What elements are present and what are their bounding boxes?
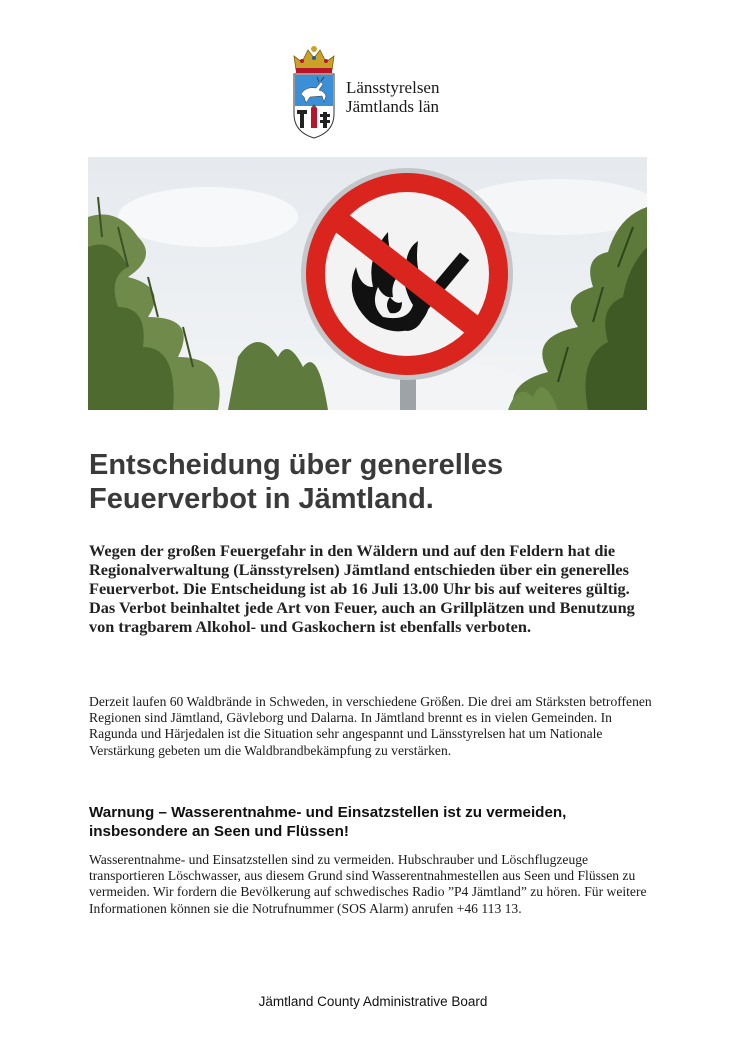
lead-paragraph: Wegen der großen Feuergefahr in den Wäldern und auf den Feldern hat die Regionalverwaltung (Länsstyrelsen) Jämtland entschieden über ein generelles Feuerverbot. Die Entscheidung ist ab 16 Juli 13.00 Uhr bis auf weiteres gültig. Das Verbot beinhaltet jede Art von Feuer, auch an Grillplätzen und Benutzung von tragbarem Alkohol- und Gaskochern ist ebenfalls verboten.	[89, 541, 635, 636]
page-title	[89, 448, 689, 516]
body-paragraph-wildfires: Derzeit laufen 60 Waldbrände in Schweden, in verschiedene Größen. Die drei am Stärksten betroffenen Regionen sind Jämtland, Gävleborg und Dalarna. In Jämtland brennt es in vielen Gemeinden. In Ragunda und Härjedalen ist die Situation sehr angespannt und Länsstyrelsen hat um Nationale Verstärkung gebeten um die Waldbrandbekämpfung zu verstärken.	[89, 694, 652, 758]
footer-text: Jämtland County Administrative Board	[258, 994, 488, 1009]
warning-heading: Warnung – Wasserentnahme- und Einsatzstellen ist zu vermeiden, insbesondere an Seen und Flüssen!	[89, 804, 567, 840]
no-fire-prohibition-sign-icon	[301, 168, 513, 380]
organization-name-line2: Jämtlands län	[346, 97, 440, 116]
coat-of-arms-icon	[288, 44, 340, 140]
body-paragraph-water-points: Wasserentnahme- und Einsatzstellen sind zu vermeiden. Hubschrauber und Löschflugzeuge transportieren Löschwasser, aus diesem Grund sind Wasserentnahmestellen aus Seen und Flüssen zu vermeiden. Wir fordern die Bevölkerung auf schwedisches Radio ”P4 Jämtland” zu hören. Für weitere Informationen können sie die Notrufnummer (SOS Alarm) anrufen +46 113 13.	[89, 852, 647, 916]
hero-image-graphic	[88, 157, 647, 410]
organization-name-line1: Länsstyrelsen	[346, 78, 440, 97]
page-title-line2: Feuerverbot in Jämtland.	[89, 483, 434, 515]
hero-image	[88, 157, 647, 410]
header-logo	[288, 44, 468, 140]
page-title-line1: Entscheidung über generelles	[89, 449, 504, 481]
organization-name	[346, 78, 439, 116]
